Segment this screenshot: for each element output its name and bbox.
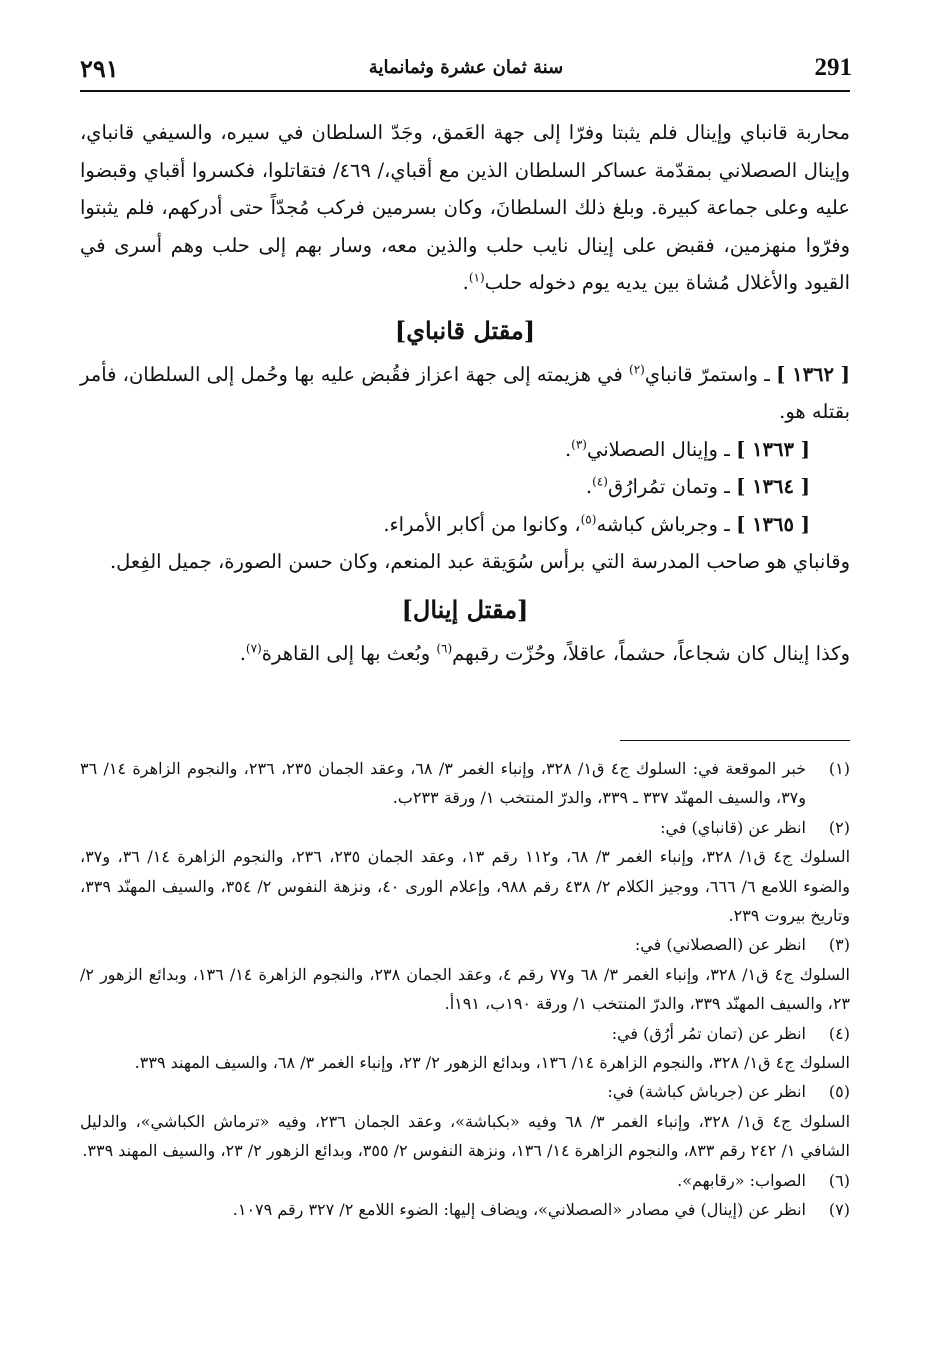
footnote-mark: (١) (828, 759, 850, 778)
entry-number: [ ١٣٦٢ ] (776, 362, 851, 386)
footnote-text: انظر عن (قانباي) في: (660, 817, 806, 837)
footnote-3-sources: السلوك ج٤ ق١/ ٣٢٨، وإنباء الغمر ٣/ ٦٨ و٧٧ رقم ٤، وعقد الجمان ٢٣٨، والنجوم الزاهرة ١٤/ ١٣٦، وبدائع الزهور ٢/ ٢٣، والسيف المهنّد ٣٣٩، والدرّ المنتخب ١/ ورقة ١٩٠ب، ١٩١أ. (80, 964, 850, 1014)
entry-number: [ ١٣٦٣ ] (736, 437, 810, 461)
paragraph: وكذا إينال كان شجاعاً، حشماً، عاقلاً، وحُزّت رقبهم$^{(٦)}$ وبُعث بها إلى القاهرة$^{(٧)}$. (239, 641, 850, 665)
entry-number: [ ١٣٦٤ ] (736, 475, 810, 498)
footnote-4 (80, 1019, 850, 1048)
footnote-ref: (١) (468, 270, 485, 285)
footnote-ref: (٣) (571, 437, 587, 451)
footnote-ref: (٥) (580, 512, 597, 526)
footnote-text: انظر عن (جرباش كباشة) في: (607, 1082, 806, 1102)
footnote-ref: (٢) (629, 362, 645, 376)
paragraph: وقانباي هو صاحب المدرسة التي برأس سُوَيقة عبد المنعم، وكان حسن الصورة، جميل الفِعل. (109, 550, 850, 573)
footnote-ref: (٤) (592, 474, 608, 489)
footnote-mark: (٢) (828, 817, 850, 837)
entry-1363: [ ١٣٦٣ ] ـ وإينال الصصلاني$^{(٣)}$. (564, 437, 810, 461)
section-heading: [مقتل إينال] (401, 594, 529, 624)
running-title: سنة ثمان عشرة وثمانماية (368, 57, 564, 78)
entry-1365: [ ١٣٦٥ ] ـ وجرباش كباشه$^{(٥)}$، وكانوا من أكابر الأمراء. (383, 512, 810, 536)
footnote-mark: (٣) (828, 935, 850, 955)
footnote-rule (620, 740, 850, 741)
paragraph: محاربة قانباي وإينال فلم يثبتا وفرّا إلى جهة العَمق، وجَدّ السلطان في سيره، والسيفي قانباي، وإينال الصصلاني بمقدّمة عساكر السلطان الذين مع أقباي،/ ٤٦٩/ فتقاتلوا، فكسروا أقباي وقبضوا عليه وعلى جماعة كبيرة. وبلغ ذلك السلطانَ، وكان بسرمين فركب مُجدّاً حتى أدركهم، فلم يثبتوا وفرّوا منهزمين، فقبض على إينال نايب حلب والذين معه، وسار بهم إلى حلب وهم أسرى في القيود والأغلال مُشاة بين يديه يوم دخوله حلب$^{(١)}$. (80, 121, 850, 294)
page-header (80, 48, 852, 88)
footnote-6 (80, 1166, 850, 1195)
entry-1362: [ ١٣٦٢ ] ـ واستمرّ قانباي$^{(٢)}$ في هزيمته إلى جهة اعزاز فقُبض عليه بها وحُمل إلى السلطان، فأمر بقتله هو. (80, 362, 851, 423)
footnote-mark: (٥) (828, 1082, 850, 1102)
footnote-mark: (٦) (828, 1170, 850, 1190)
footnote-mark: (٧) (828, 1200, 850, 1220)
footnote-2 (80, 813, 850, 842)
footnote-text: انظر عن (تمان تمُر أرُق) في: (611, 1023, 806, 1043)
footnote-text: انظر عن (إينال) في مصادر «الصصلاني»، ويضاف إليها: الضوء اللامع ٢/ ٣٢٧ رقم ١٠٧٩. (232, 1200, 806, 1220)
footnote-2-sources: السلوك ج٤ ق١/ ٣٢٨، وإنباء الغمر ٣/ ٦٨، و١١٢ رقم ١٣، وعقد الجمان ٢٣٥، ٢٣٦، والنجوم الزاهرة ١٤/ ٣٦، و٣٧، والضوء اللامع ٦/ ٦٦٦، ووجيز الكلام ٢/ ٤٣٨ رقم ٩٨٨، وإعلام الورى ٤٠، ونزهة النفوس ٢/ ٣٥٤، والسيف المهنّد ٣٣٩، وتاريخ بيروت ٢٣٩. (80, 847, 851, 926)
footnote-3 (80, 930, 850, 959)
footnote-text: الصواب: «رقابهم». (677, 1170, 806, 1190)
footnote-ref: (٧) (245, 641, 262, 655)
footnote-text: انظر عن (الصصلاني) في: (634, 935, 806, 955)
header-rule (80, 90, 850, 92)
footnote-4-sources: السلوك ج٤ ق١/ ٣٢٨، والنجوم الزاهرة ١٤/ ١٣٦، وبدائع الزهور ٢/ ٢٣، وإنباء الغمر ٣/ ٦٨، والسيف المهند ٣٣٩. (134, 1053, 850, 1073)
footnote-text: خبر الموقعة في: السلوك ج٤ ق١/ ٣٢٨، وإنباء الغمر ٣/ ٦٨، وعقد الجمان ٢٣٥، ٢٣٦، والنجوم الزاهرة ١٤/ ٣٦ و٣٧، والسيف المهنّد ٣٣٧ ـ ٣٣٩، والدرّ المنتخب ١/ ورقة ٢٣٣ب. (80, 759, 807, 808)
main-text (80, 114, 850, 672)
entry-1364: [ ١٣٦٤ ] ـ وتمان تمُرارُق$^{(٤)}$. (585, 474, 810, 498)
page-number-latin: 291 (814, 54, 852, 81)
footnotes (80, 754, 850, 1225)
section-heading: [مقتل قانباي] (394, 315, 536, 345)
footnote-7 (80, 1195, 850, 1224)
footnote-1 (80, 754, 850, 813)
page-number-arabic: ٢٩١ (80, 54, 119, 83)
footnote-mark: (٤) (828, 1023, 850, 1043)
entry-number: [ ١٣٦٥ ] (736, 512, 810, 536)
footnote-5 (80, 1077, 850, 1106)
footnote-ref: (٦) (436, 641, 453, 655)
footnote-5-sources: السلوك ج٤ ق١/ ٣٢٨، وإنباء الغمر ٣/ ٦٨ وفيه «بكباشة»، وعقد الجمان ٢٣٦، وفيه «ترماش الكباشي»، والدليل الشافي ١/ ٢٤٢ رقم ٨٣٣، والنجوم الزاهرة ١٤/ ١٣٦، ونزهة النفوس ٢/ ٣٥٥، وبدائع الزهور ٢/ ٢٣، والسيف المهند ٣٣٩. (80, 1111, 851, 1161)
